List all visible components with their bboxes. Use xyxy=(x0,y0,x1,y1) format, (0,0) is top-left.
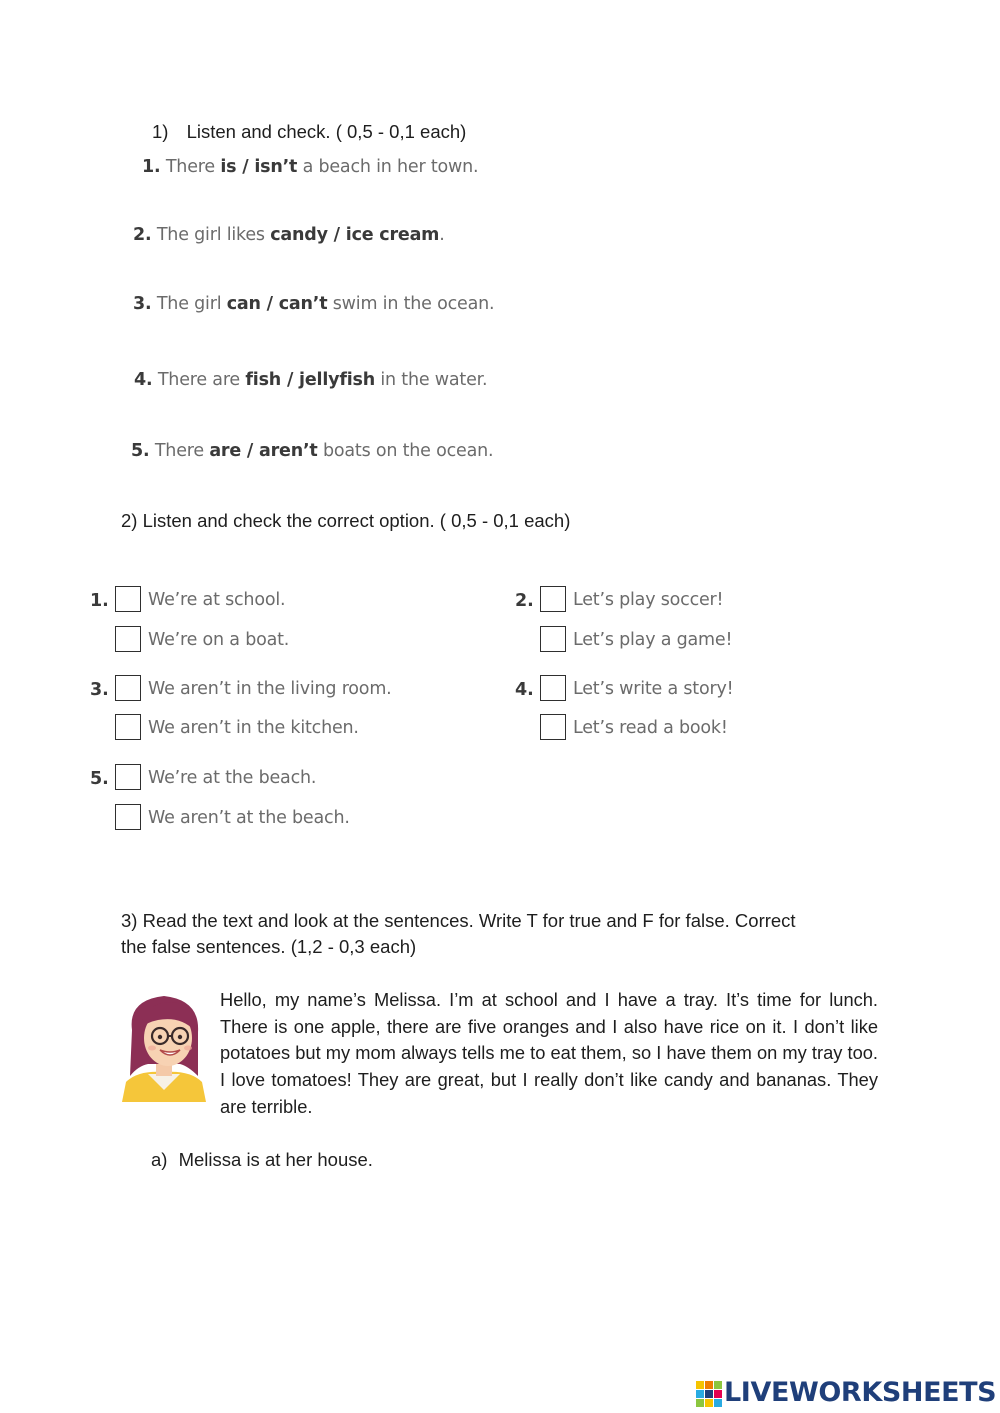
item-number: 5. xyxy=(131,441,150,461)
option-separator: / xyxy=(241,441,260,461)
checkbox[interactable] xyxy=(540,714,566,740)
item-number: 4. xyxy=(134,370,153,390)
option-separator: / xyxy=(281,370,300,390)
question-number: 2. xyxy=(515,591,534,611)
section1-heading xyxy=(152,121,466,143)
item-text: boats on the ocean. xyxy=(317,441,494,461)
option-b[interactable]: jellyfish xyxy=(299,370,376,390)
option-b[interactable]: ice cream xyxy=(345,225,440,245)
reading-paragraph: Hello, my name’s Melissa. I’m at school and I have a tray. It’s time for lunch. There is one apple, there are five oranges and I also have rice on it. I don’t like potatoes but my mom always tells me to eat them, so I have them on my tray too. I love tomatoes! They are great, but I really don’t like candy and bananas. They are terrible. xyxy=(220,989,878,1117)
checkbox[interactable] xyxy=(540,675,566,701)
checkbox[interactable] xyxy=(115,714,141,740)
listen-item-2 xyxy=(133,225,445,245)
question-number: 1. xyxy=(90,591,109,611)
option-separator: / xyxy=(236,157,255,177)
option-label: Let’s play a game! xyxy=(573,630,733,650)
girl-illustration xyxy=(118,990,210,1102)
option-a[interactable]: candy xyxy=(270,225,328,245)
item-text: There xyxy=(165,157,221,177)
option-label: We’re at school. xyxy=(148,590,286,610)
option-separator: / xyxy=(260,294,279,314)
item-text: The girl likes xyxy=(156,225,271,245)
item-number: 3. xyxy=(133,294,152,314)
item-text: The girl xyxy=(156,294,227,314)
listen-item-4 xyxy=(134,370,487,390)
item-text: a beach in her town. xyxy=(297,157,479,177)
item-text: There are xyxy=(157,370,246,390)
section1-heading-text: Listen and check. ( 0,5 - 0,1 each) xyxy=(186,121,467,142)
option-label: We’re on a boat. xyxy=(148,630,290,650)
option-a[interactable]: is xyxy=(220,157,237,177)
logo-text[interactable]: LIVEWORKSHEETS xyxy=(724,1377,997,1408)
section3-heading-line1: 3) Read the text and look at the sentences. Write T for true and F for false. Correct xyxy=(121,910,796,931)
question-number: 5. xyxy=(90,769,109,789)
sentence-label: a) xyxy=(151,1149,168,1170)
option-label: We aren’t at the beach. xyxy=(148,808,350,828)
option-a[interactable]: can xyxy=(226,294,261,314)
checkbox[interactable] xyxy=(115,764,141,790)
item-text: swim in the ocean. xyxy=(327,294,495,314)
item-text: in the water. xyxy=(375,370,488,390)
checkbox[interactable] xyxy=(115,675,141,701)
section2-heading: 2) Listen and check the correct option. ( 0,5 - 0,1 each) xyxy=(121,510,571,531)
section1-heading-number: 1) xyxy=(152,121,169,142)
option-label: We aren’t in the living room. xyxy=(148,679,392,699)
option-b[interactable]: can’t xyxy=(278,294,328,314)
item-number: 2. xyxy=(133,225,152,245)
option-label: Let’s play soccer! xyxy=(573,590,724,610)
item-text: There xyxy=(154,441,210,461)
listen-item-5 xyxy=(131,441,493,461)
item-text: . xyxy=(439,225,445,245)
option-label: Let’s write a story! xyxy=(573,679,734,699)
listen-item-1 xyxy=(142,157,478,177)
sentence-text: Melissa is at her house. xyxy=(178,1149,373,1170)
checkbox[interactable] xyxy=(540,586,566,612)
item-number: 1. xyxy=(142,157,161,177)
option-label: We’re at the beach. xyxy=(148,768,317,788)
option-a[interactable]: fish xyxy=(245,370,282,390)
logo-icon xyxy=(696,1381,722,1407)
option-label: Let’s read a book! xyxy=(573,718,728,738)
option-b[interactable]: isn’t xyxy=(254,157,298,177)
option-label: We aren’t in the kitchen. xyxy=(148,718,359,738)
option-a[interactable]: are xyxy=(209,441,242,461)
question-number: 3. xyxy=(90,680,109,700)
option-b[interactable]: aren’t xyxy=(259,441,318,461)
checkbox[interactable] xyxy=(540,626,566,652)
option-separator: / xyxy=(327,225,346,245)
true-false-sentence-a xyxy=(151,1149,373,1171)
listen-item-3 xyxy=(133,294,494,314)
checkbox[interactable] xyxy=(115,804,141,830)
checkbox[interactable] xyxy=(115,626,141,652)
checkbox[interactable] xyxy=(115,586,141,612)
section3-heading-line2: the false sentences. (1,2 - 0,3 each) xyxy=(121,936,417,957)
question-number: 4. xyxy=(515,680,534,700)
